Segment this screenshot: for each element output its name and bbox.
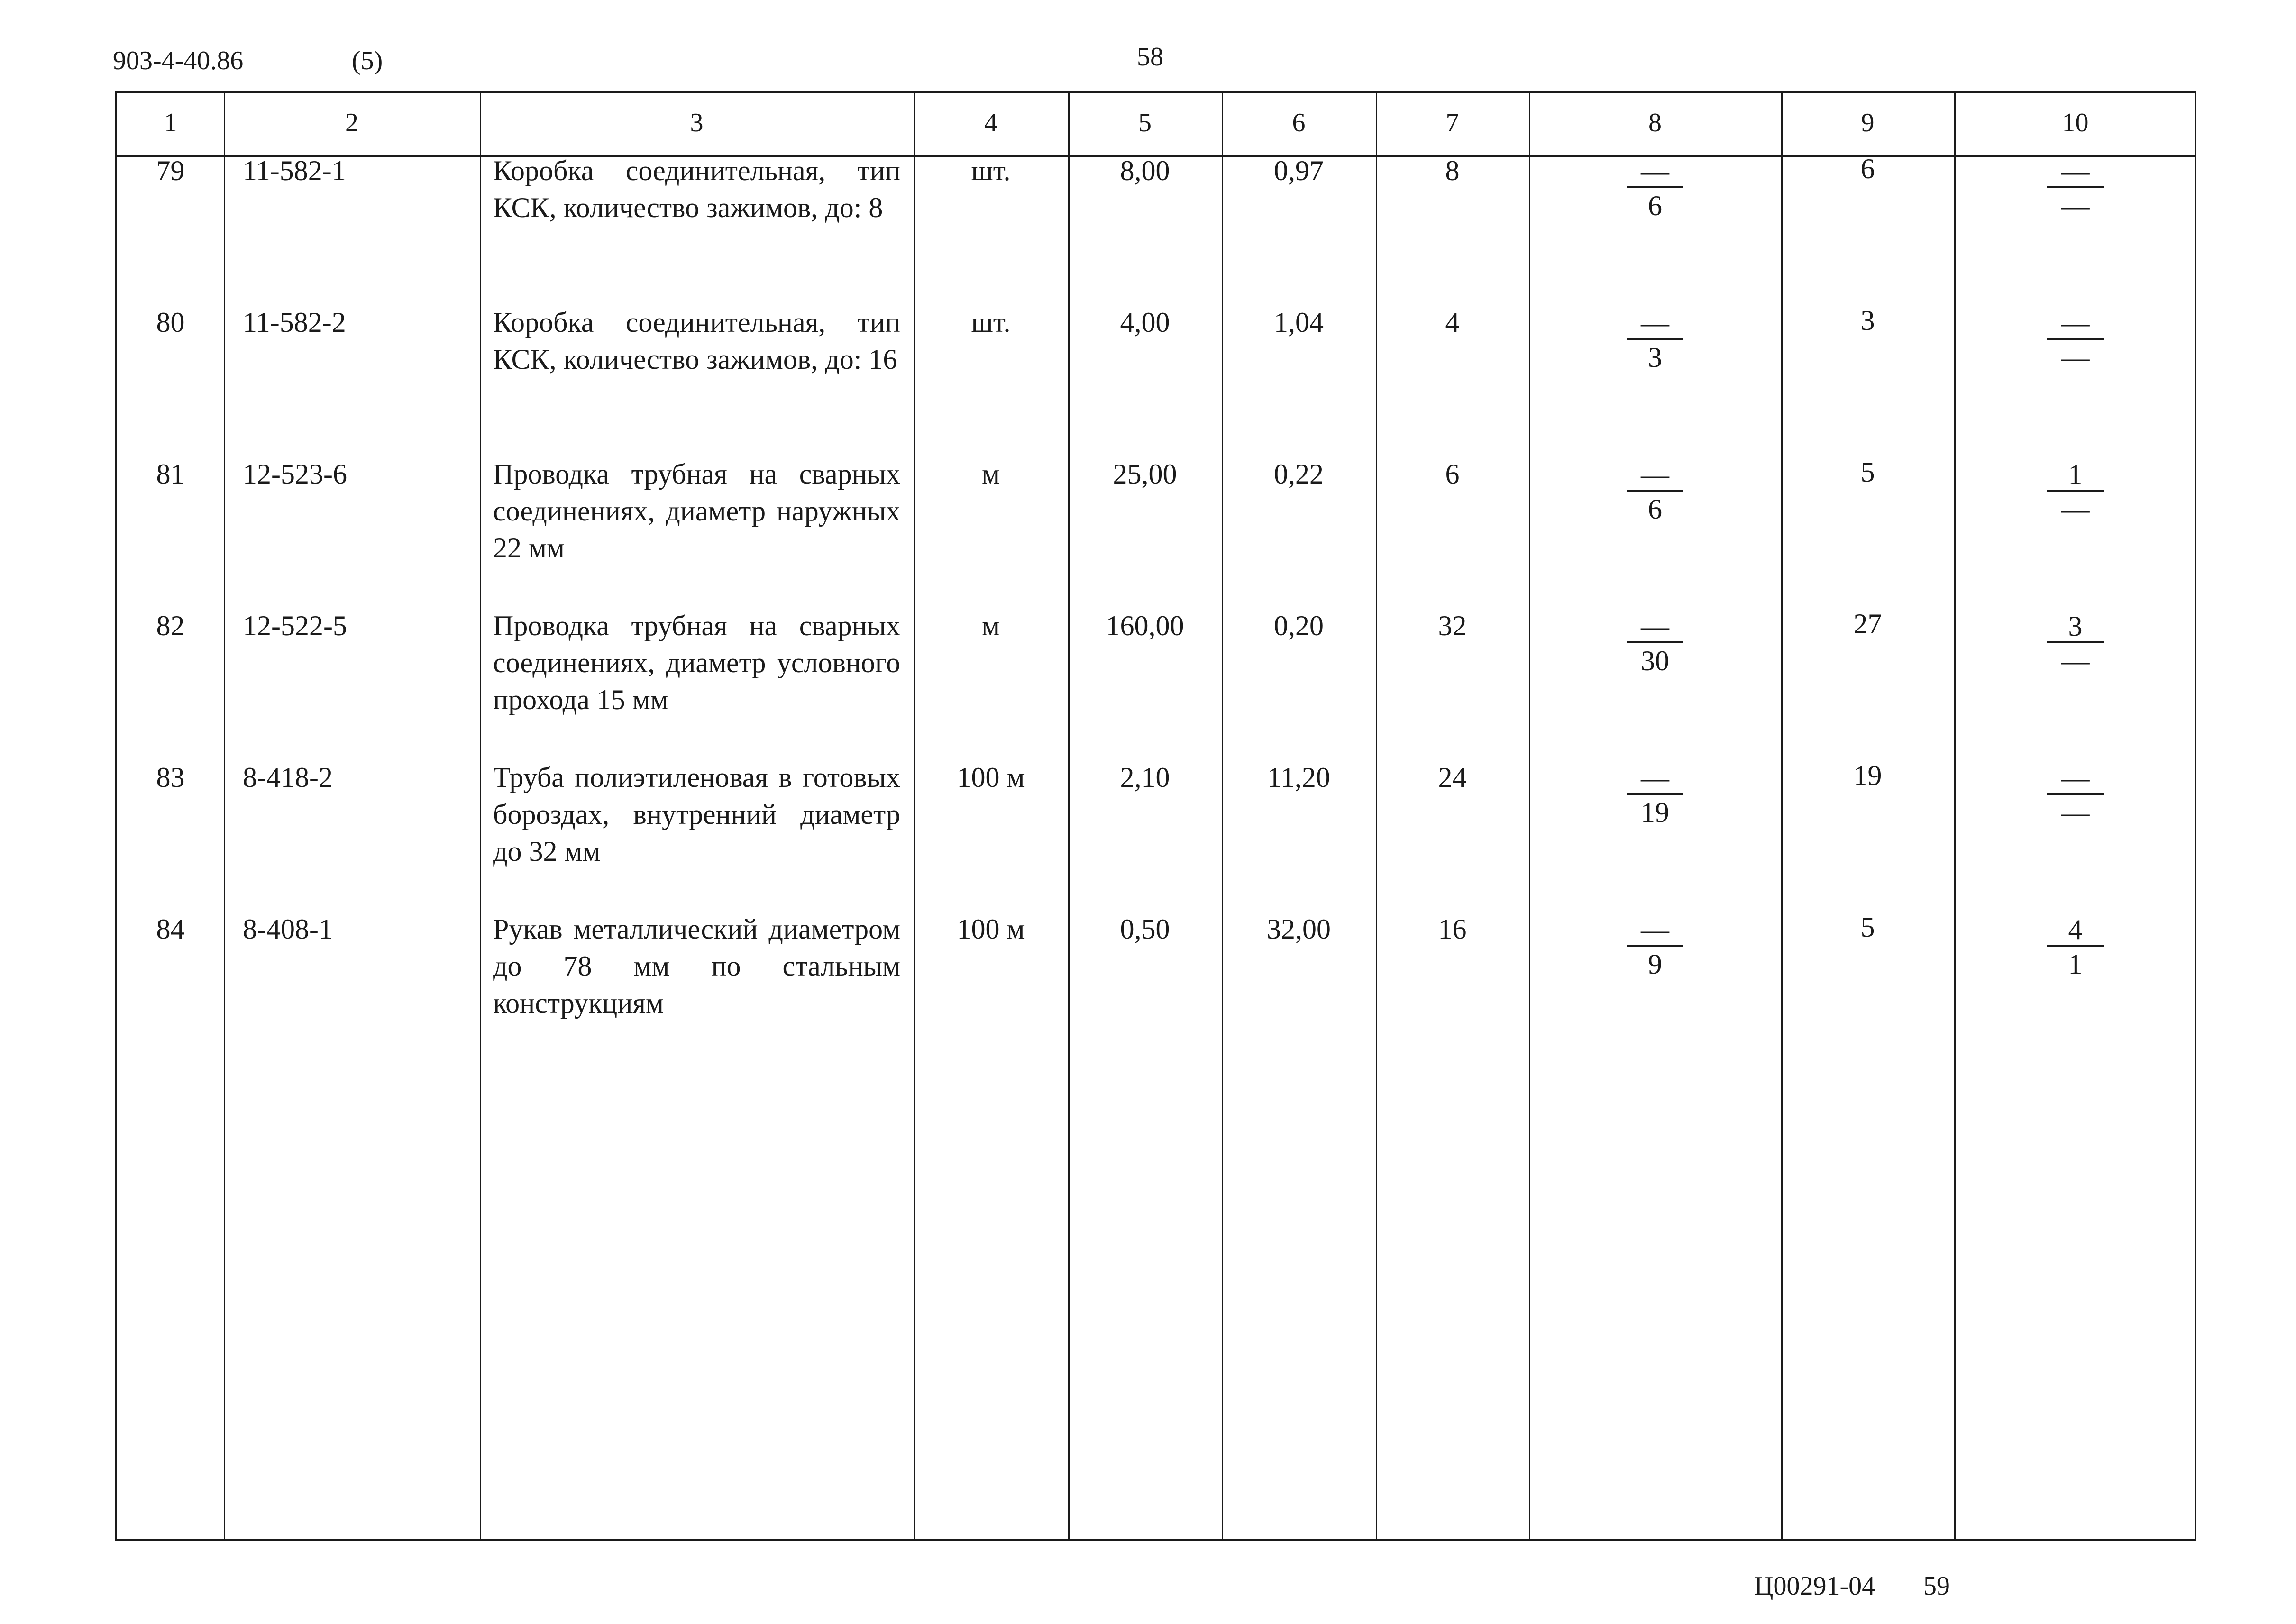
column-number: 4 <box>984 108 997 137</box>
row-number: 79 <box>156 155 185 186</box>
value-col-9: 5 <box>1860 912 1875 943</box>
value-col-7: 32 <box>1438 610 1467 641</box>
column-number: 9 <box>1861 108 1875 137</box>
fraction-bar <box>2047 793 2104 795</box>
fraction-bar <box>1627 338 1683 340</box>
fraction-denominator: — <box>2061 645 2090 676</box>
rate-code: 8-408-1 <box>243 913 333 945</box>
fraction-denominator: 1 <box>2068 949 2083 980</box>
value-col-6: 1,04 <box>1274 307 1324 338</box>
rate-code: 11-582-1 <box>243 155 346 186</box>
fraction-numerator: 3 <box>2068 611 2083 642</box>
column-number: 7 <box>1445 108 1459 137</box>
fraction-col-8 <box>1529 157 1781 220</box>
value-col-9: 5 <box>1860 456 1875 488</box>
fraction-numerator: — <box>1641 762 1669 794</box>
rate-code: 12-522-5 <box>243 610 347 641</box>
fraction-numerator: — <box>1641 459 1669 490</box>
column-number: 5 <box>1138 108 1152 137</box>
fraction-col-8 <box>1529 612 1781 675</box>
fraction-bar <box>2047 945 2104 947</box>
unit: 100 м <box>957 913 1025 945</box>
value-col-6: 0,22 <box>1274 458 1324 490</box>
fraction-col-10 <box>1954 915 2196 979</box>
rate-code: 11-582-2 <box>243 307 346 338</box>
document-code: 903-4-40.86 <box>113 46 244 75</box>
estimate-table <box>115 91 2196 1541</box>
work-description: Труба полиэтиленовая в готовых бороздах, внутренний диаметр до 32 мм <box>493 762 900 867</box>
footer-page-number: 59 <box>1923 1571 1950 1601</box>
value-col-7: 24 <box>1438 762 1467 793</box>
value-col-9: 19 <box>1853 760 1882 791</box>
value-col-7: 6 <box>1445 458 1460 490</box>
column-number: 10 <box>2062 108 2089 137</box>
rate-code: 12-523-6 <box>243 458 347 490</box>
column-number: 2 <box>345 108 358 137</box>
value-col-6: 0,20 <box>1274 610 1324 641</box>
fraction-col-10 <box>1954 309 2196 372</box>
value-col-9: 3 <box>1860 305 1875 336</box>
row-number: 81 <box>156 458 185 490</box>
row-number: 80 <box>156 307 185 338</box>
fraction-numerator: — <box>2061 155 2090 187</box>
fraction-bar <box>1627 793 1683 795</box>
fraction-denominator: 6 <box>1648 493 1662 525</box>
value-col-5: 160,00 <box>1106 610 1184 641</box>
fraction-col-10 <box>1954 157 2196 220</box>
fraction-denominator: 19 <box>1641 797 1669 828</box>
column-number: 8 <box>1648 108 1662 137</box>
fraction-col-10 <box>1954 460 2196 524</box>
unit: 100 м <box>957 762 1025 793</box>
page-number: 58 <box>1137 42 1163 72</box>
fraction-numerator: 1 <box>2068 459 2083 490</box>
fraction-col-8 <box>1529 460 1781 524</box>
fraction-bar <box>2047 338 2104 340</box>
fraction-col-8 <box>1529 915 1781 979</box>
fraction-denominator: — <box>2061 797 2090 828</box>
fraction-numerator: — <box>1641 914 1669 945</box>
work-description: Проводка трубная на сварных соединениях, диаметр условного прохода 15 мм <box>493 610 900 715</box>
value-col-9: 27 <box>1853 608 1882 639</box>
value-col-9: 6 <box>1860 153 1875 184</box>
work-description: Коробка соединительная, тип КСК, количество зажимов, до: 16 <box>493 307 900 375</box>
value-col-5: 0,50 <box>1120 913 1170 945</box>
fraction-bar <box>1627 490 1683 492</box>
row-number: 83 <box>156 762 185 793</box>
column-divider <box>480 93 481 1539</box>
value-col-7: 4 <box>1445 307 1460 338</box>
rate-code: 8-418-2 <box>243 762 333 793</box>
value-col-5: 25,00 <box>1113 458 1177 490</box>
fraction-numerator: — <box>1641 611 1669 642</box>
fraction-denominator: — <box>2061 190 2090 221</box>
fraction-denominator: — <box>2061 493 2090 525</box>
unit: м <box>982 610 1000 641</box>
value-col-7: 16 <box>1438 913 1467 945</box>
fraction-denominator: — <box>2061 342 2090 373</box>
row-number: 82 <box>156 610 185 641</box>
fraction-bar <box>2047 186 2104 188</box>
fraction-denominator: 30 <box>1641 645 1669 676</box>
work-description: Коробка соединительная, тип КСК, количество зажимов, до: 8 <box>493 155 900 223</box>
fraction-col-10 <box>1954 612 2196 675</box>
column-number: 1 <box>164 108 177 137</box>
unit: шт. <box>971 155 1011 186</box>
unit: шт. <box>971 307 1011 338</box>
fraction-numerator: — <box>1641 155 1669 187</box>
value-col-6: 11,20 <box>1267 762 1330 793</box>
unit: м <box>982 458 1000 490</box>
value-col-6: 0,97 <box>1274 155 1324 186</box>
fraction-col-8 <box>1529 764 1781 827</box>
fraction-bar <box>2047 490 2104 492</box>
column-number: 6 <box>1292 108 1306 137</box>
work-description: Проводка трубная на сварных соединениях, диаметр наружных 22 мм <box>493 458 900 564</box>
value-col-7: 8 <box>1445 155 1460 186</box>
column-divider <box>224 93 225 1539</box>
fraction-numerator: 4 <box>2068 914 2083 945</box>
fraction-numerator: — <box>2061 762 2090 794</box>
fraction-denominator: 9 <box>1648 949 1662 980</box>
fraction-bar <box>2047 641 2104 643</box>
fraction-bar <box>1627 945 1683 947</box>
value-col-5: 8,00 <box>1120 155 1170 186</box>
column-number: 3 <box>690 108 704 137</box>
value-col-5: 4,00 <box>1120 307 1170 338</box>
fraction-col-8 <box>1529 309 1781 372</box>
footer-code: Ц00291-04 <box>1754 1571 1875 1601</box>
fraction-denominator: 3 <box>1648 342 1662 373</box>
fraction-col-10 <box>1954 764 2196 827</box>
fraction-bar <box>1627 641 1683 643</box>
work-description: Рукав металлический диаметром до 78 мм по стальным конструкциям <box>493 913 900 1019</box>
fraction-bar <box>1627 186 1683 188</box>
fraction-numerator: — <box>1641 307 1669 338</box>
value-col-5: 2,10 <box>1120 762 1170 793</box>
value-col-6: 32,00 <box>1267 913 1331 945</box>
document-issue: (5) <box>352 46 383 75</box>
fraction-denominator: 6 <box>1648 190 1662 221</box>
row-number: 84 <box>156 913 185 945</box>
fraction-numerator: — <box>2061 307 2090 338</box>
